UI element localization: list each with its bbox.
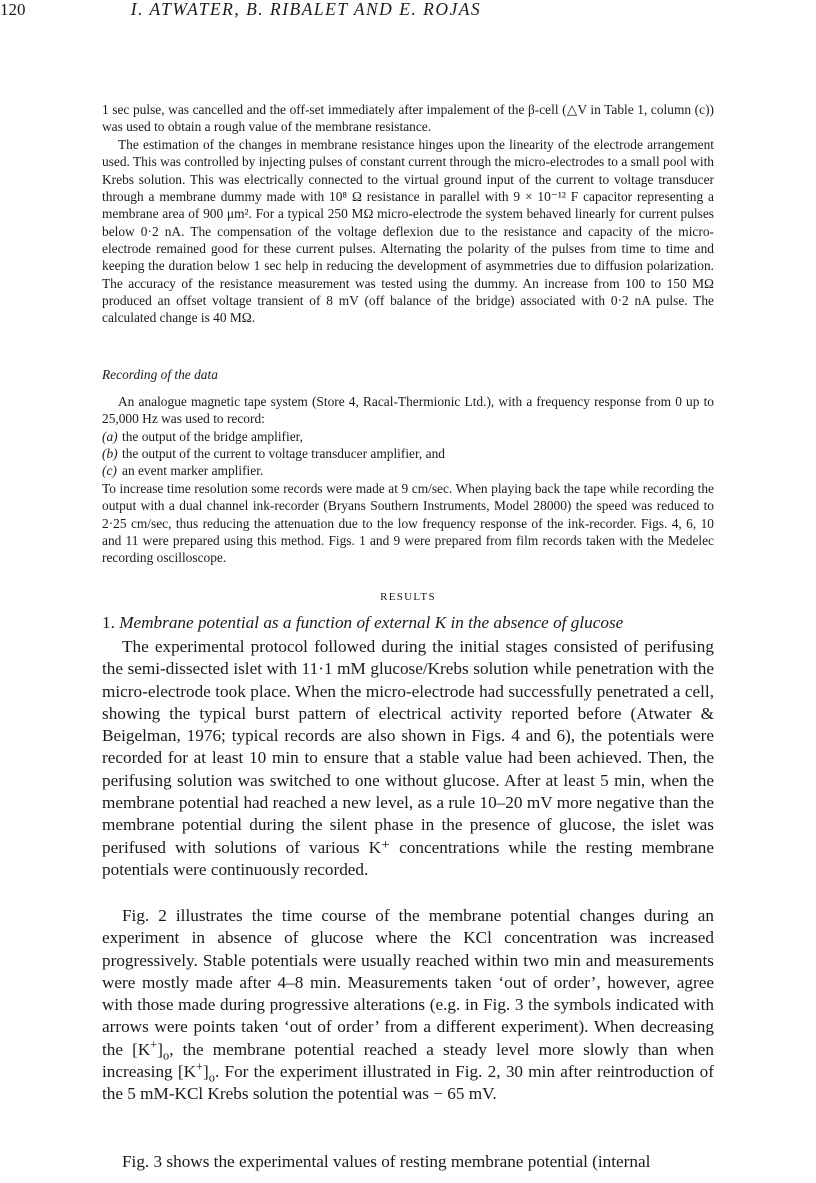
k-concentration: $[K^+]_o$ — [177, 1059, 215, 1085]
running-header-authors: I. ATWATER, B. RIBALET AND E. ROJAS — [130, 0, 482, 19]
page-number: 120 — [0, 0, 26, 19]
results-paragraph-protocol: The experimental protocol followed during the initial stages consisted of perifusing the semi-dissected islet with 11·1 mM glucose/Krebs solution while penetration with the micro-electrode took place. When the micro-electrode had successfully penetrated a cell, showing the typical burst pattern of electrical activity reported before (Atwater & Beigelman, 1976; typical records are also shown in Figs. 4 and 6), the potentials were recorded for at least 10 min to ensure that a stable value had been achieved. Then, the perifusing solution was switched to one without glucose. After at least 5 min, when the membrane potential had reached a new level, as a rule 10–20 mV more negative than the membrane potential during the silent phase in the presence of glucose, the islet was perifused with solutions of various K⁺ concentrations while the resting membrane potentials were continuously recorded. — [102, 637, 714, 879]
running-header — [0, 0, 612, 24]
list-item-text: the output of the bridge amplifier, — [122, 429, 303, 444]
recording-list-item — [102, 462, 714, 479]
list-item-label: (c) — [102, 463, 117, 478]
methods-paragraph-continued: 1 sec pulse, was cancelled and the off-set immediately after impalement of the β-cell (△V in Table 1, column (c)) was used to obtain a rough value of the membrane resistance. — [102, 102, 714, 135]
list-item-text: the output of the current to voltage transducer amplifier, and — [122, 446, 445, 461]
k-concentration: $[K^+]_o$ — [132, 1037, 170, 1063]
section-title: Membrane potential as a function of external K in the absence of glucose — [119, 613, 624, 632]
recording-intro-paragraph: An analogue magnetic tape system (Store 4, Racal-Thermionic Ltd.), with a frequency response from 0 up to 25,000 Hz was used to record: — [102, 394, 714, 427]
list-item-label: (a) — [102, 429, 118, 444]
paragraph-text: . For the experiment illustrated in Fig. 2, 30 min after reintroduction of the 5 mM-KCl Krebs solution the potential was − 65 mV. — [102, 1062, 714, 1104]
recording-list-item — [102, 428, 714, 445]
results-heading: RESULTS — [380, 591, 436, 603]
recording-paragraph: To increase time resolution some records were made at 9 cm/sec. When playing back the tape while recording the output with a dual channel ink-recorder (Bryans Southern Instruments, Model 28000) the speed was reduced to 2·25 cm/sec, thus reducing the attenuation due to the low frequency response of the ink-recorder. Figs. 4, 6, 10 and 11 were prepared using this method. Figs. 1 and 9 were prepared from film records taken with the Medelec recording oscilloscope. — [102, 481, 714, 566]
section-number: 1. — [102, 613, 115, 632]
list-item-text: an event marker amplifier. — [122, 463, 264, 478]
paragraph-text: , the membrane potential reached a steady level more slowly than when increasing — [102, 1039, 714, 1082]
section-heading — [102, 612, 714, 634]
results-paragraph-time-course — [102, 905, 714, 1106]
list-item-label: (b) — [102, 446, 118, 461]
recording-subheading: Recording of the data — [102, 367, 218, 382]
methods-paragraph-resistance: The estimation of the changes in membrane resistance hinges upon the linearity of the electrode arrangement used. This was controlled by injecting pulses of constant current through the micro-electrodes to a small pool with Krebs solution. This was electrically connected to the virtual ground input of the current to voltage transducer through a membrane dummy made with 10⁸ Ω resistance in parallel with 9 × 10⁻¹² F capacitor representing a membrane area of 900 μm². For a typical 250 MΩ micro-electrode the system behaved linearly for current pulses below 0·2 nA. The compensation of the voltage deflexion due to the resistance and capacity of the micro-electrode remained good for these current pulses. Alternating the polarity of the pulses from time to time and keeping the duration below 1 sec help in reducing the development of asymmetries due to diffusion polarization. The accuracy of the resistance measurement was tested using the dummy. An increase from 100 to 150 MΩ produced an offset voltage transient of 8 mV (off balance of the bridge) associated with 0·2 nA pulse. The calculated change is 40 MΩ. — [102, 137, 714, 326]
recording-list-item — [102, 445, 714, 462]
results-paragraph-fig3: Fig. 3 shows the experimental values of resting membrane potential (internal — [122, 1152, 651, 1171]
paragraph-text: Fig. 2 illustrates the time course of the membrane potential changes during an experiment in absence of glucose where the KCl concentration was increased progressively. Stable potentials were usually reached within two min and measurements were mostly made after 4–8 min. Measurements taken ‘out of order’, however, agree with those made during progressive alterations (e.g. in Fig. 3 the symbols indicated with arrows were points taken ‘out of order’ from a different experiment). When decreasing the — [102, 906, 714, 1059]
